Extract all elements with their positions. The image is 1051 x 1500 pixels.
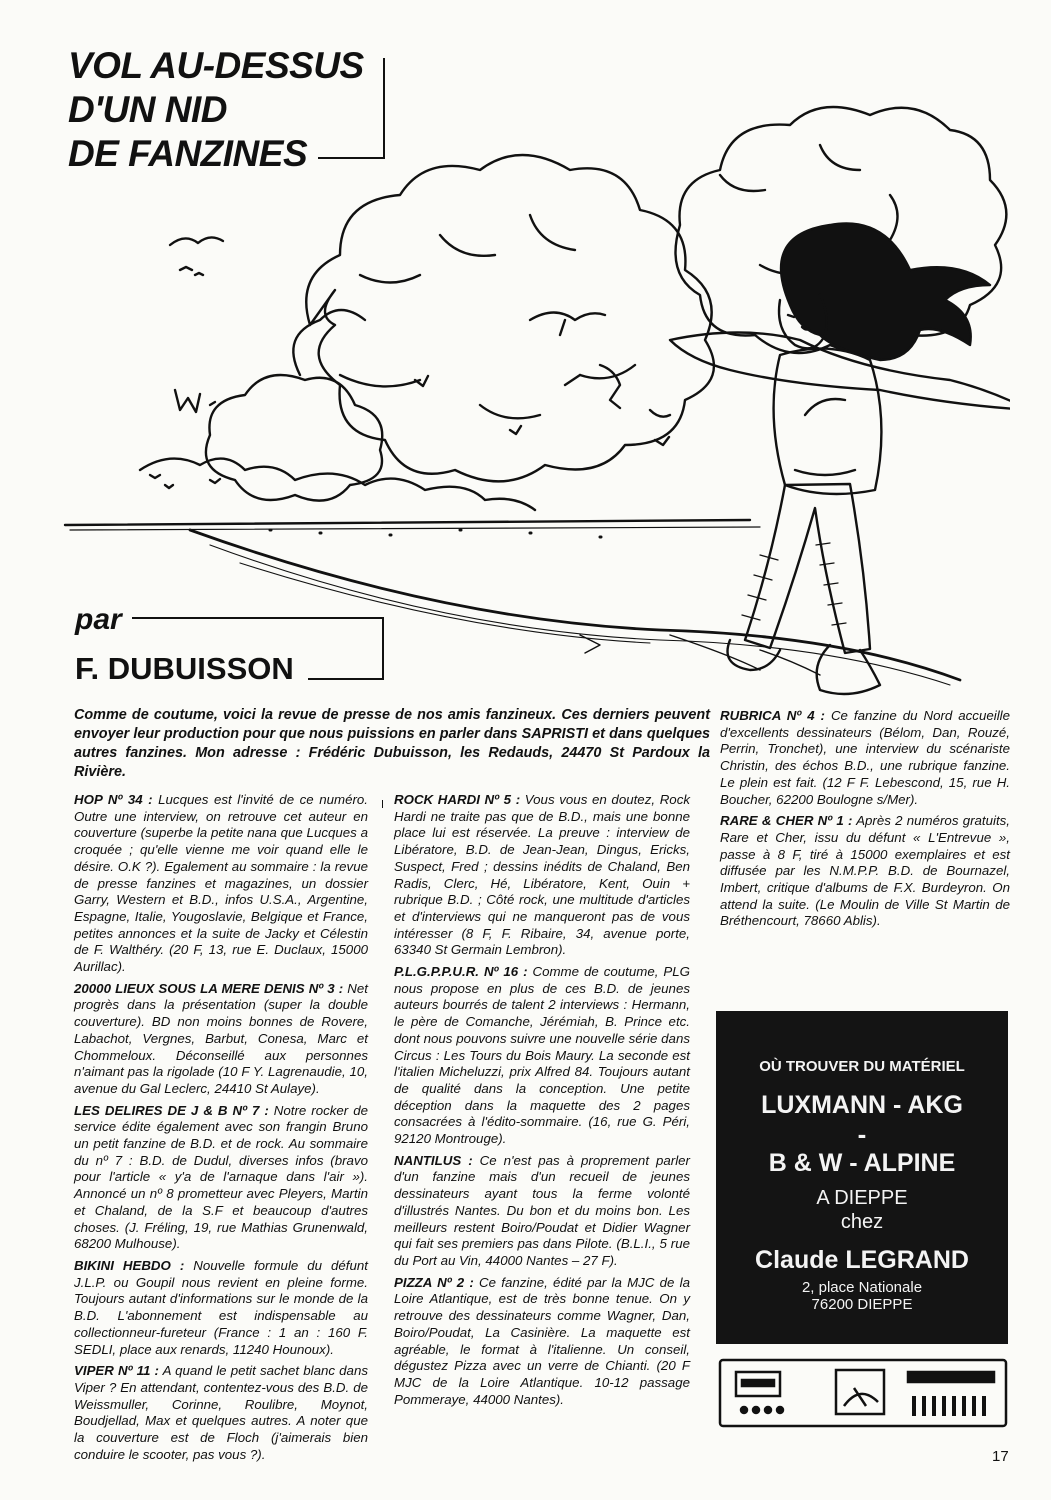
review-body: Lucques est l'invité de ce numéro. Outre une interview, on retrouve cet auteur en couverture (superbe la petite nana que Lucques a croquée ; qu'elle vienne me voir quand elle le désire. O.K ?). Egalement au sommaire : la revue de presse fanzines et magazines, un dossier Garry, Western et B.D., infos U.S.A., Argentine, Espagne, Italie, Yougoslavie, Belgique et France, petites annonces et la suite de Jacky et Célestin de F. Walthéry. (20 F, 13, rue E. Duclaux, 15000 Aurillac). [74, 792, 368, 975]
byline-author: F. DUBUISSON [75, 651, 294, 686]
review-title: ROCK HARDI Nº 5 : [394, 792, 521, 807]
amplifier-icon [718, 1358, 1008, 1428]
horizon-line [65, 520, 750, 525]
ad-brand-2: B & W - ALPINE [768, 1149, 956, 1177]
byline-rule-top [132, 617, 384, 619]
review-title: HOP Nº 34 : [74, 792, 153, 807]
review-body: Nouvelle formule du défunt J.L.P. ou Goupil nous revient en pleine forme. Toujours autant d'informations sur le monde de la B.D. L'abonnement est indispensable au collectionneur-fureteur (France : 1 an : 160 F. SEDLI, place aux renards, 11240 Hounoux). [74, 1257, 368, 1357]
character-legs [745, 484, 870, 653]
review-title: PIZZA Nº 2 : [394, 1274, 474, 1290]
review-title: LES DELIRES DE J & B Nº 7 : [74, 1102, 269, 1118]
character-jacket [774, 349, 882, 494]
title-line-1: VOL AU-DESSUS [68, 45, 364, 86]
ad-postcode: 76200 DIEPPE [811, 1296, 913, 1313]
title-line-3: DE FANZINES [68, 133, 308, 174]
ad-city: A DIEPPE [816, 1187, 908, 1209]
review-body: Vous vous en doutez, Rock Hardi ne traite pas que de B.D., mais une bonne place lui est réservée. La preuve : interview de Libératore, B.D. de Jean-Jean, Dingus, Ericks, Suspect, Fred ; dessins inédits de Chaland, Ben Radis, Clerc, Hé, Libératore, Kent, Ouin + rubrique B.D. ; Côté rock, une multitude d'articles et d'interviews qui ne manqueront pas de vous intéresser (8 F, F. Ribaire, 34, avenue porte, 63340 St Germain Lembron). [394, 792, 690, 958]
cloud-center [306, 155, 714, 481]
review-body: Ce fanzine du Nord accueille d'excellents dessinateurs (Bélom, Dan, Rouzé, Perrin, Tronchet), une interview du scénariste Christin, des échos B.D., une rubrique fanzine. Le plein est fait. (12 F F. Lebescond, 15, rue H. Boucher, 62200 Boulogne s/Mer). [720, 708, 1010, 807]
review-body: Notre rocker de service édite également avec son frangin Bruno un petit fanzine de B.D. et de rock. Au sommaire du nº 7 : B.D. de Dudul, diverses infos (bravo pour l'article « y'a de l'arnaque dans l'air »). Annoncé un nº 8 prometteur avec Pleyers, Martin et Chaland, de la S.F et beaucoup d'autres choses. (J. Fréling, 19, rue Mathias Grunenwald, 68200 Mulhouse). [74, 1102, 368, 1252]
review-body: Comme de coutume, PLG nous propose en plus de ces B.D. de jeunes auteurs bourrés de talent 2 interviews : Hermann, le père de Comanche, Jérémiah, B. Prince etc. dont nous pouvons suivre une nouvelle série dans Circus : Les Tours du Bois Maury. La seconde est l'italien Micheluzzi, prix Alfred 84. Toujours autant de qualité dans la conception. Une petite déception dans la maquette des 2 pages consacrées à l'édito-sommaire. (16, rue G. Péri, 92120 Montrouge). [394, 964, 690, 1147]
review-body: Net progrès dans la présentation (super la double couverture). BD non moins bonnes de Rovere, Labachot, Vergnes, Barbut, Conesa, Marc et Chommeloux. Déconseillé aux personnes n'aimant pas la rigolade (10 F Y. Lagrenaudie, 10, avenue du Gal Leclerc, 24410 St Aulaye). [74, 980, 368, 1096]
ad-chez: chez [840, 1211, 884, 1233]
ad-heading: OÙ TROUVER DU MATÉRIEL [759, 1058, 965, 1075]
review-rubrica [720, 708, 1010, 808]
review-title: P.L.G.P.P.U.R. Nº 16 : [394, 964, 528, 980]
review-title: BIKINI HEBDO : [74, 1257, 185, 1273]
review-title: RUBRICA Nº 4 : [720, 708, 825, 723]
review-hop [74, 792, 368, 976]
seagull [530, 313, 605, 336]
review-nantilus [394, 1153, 690, 1270]
text-column-3 [720, 708, 1010, 935]
character-hair [781, 223, 990, 360]
ad-dealer-name: Claude LEGRAND [755, 1246, 969, 1274]
hifi-dealer-ad [716, 1011, 1008, 1344]
review-plgppur [394, 964, 690, 1148]
review-delires [74, 1103, 368, 1253]
review-title: VIPER Nº 11 : [74, 1363, 159, 1379]
byline-rule-right [382, 617, 384, 679]
cloud-left [206, 375, 382, 501]
shoreline [190, 530, 960, 680]
review-body: A quand le petit sachet blanc dans Viper ? En attendant, contentez-vous des B.D. de Weissmuller, Corinne, Roulibre, Moynot, Boudjellad, Max et quelques autres. A noter que la couverture est de Floch (j'aimerais bien conduire le scooter, pas vous ?). [74, 1363, 369, 1462]
byline-rule-bottom [308, 678, 384, 680]
review-body: Après 2 numéros gratuits, Rare et Cher, issu du défunt « L'Entrevue », passe à 8 F, tiré à 15000 exemplaires et est diffusée par les N.M.P.P. B.D. de Bournazel, Imbert, critique d'albums de F.X. Burdeyron. On attend la suite. (Le Moulin de Ville St Martin de Bréthencourt, 78660 Ablis). [720, 813, 1010, 929]
byline-prefix: par [75, 603, 122, 636]
review-rock-hardi [394, 792, 690, 959]
text-column-1 [74, 792, 368, 1468]
column-rule [382, 800, 383, 808]
review-body: Ce n'est pas à proprement parler d'un fanzine mais d'un recueil de jeunes dessinateurs ayant tous la ferme volonté d'illustrés Nantes. Du bon et du moins bon. Les meilleurs restent Boiro/Poudat et Didier Wagner qui fait ses premiers pas dans Pilote. (B.L.I., 5 rue du Port au Vin, 44000 Nantes – 27 F). [394, 1152, 690, 1268]
review-viper [74, 1363, 368, 1463]
ad-street: 2, place Nationale [801, 1279, 923, 1296]
ad-brand-1: LUXMANN - AKG [761, 1091, 963, 1119]
review-bikini [74, 1258, 368, 1358]
review-title: 20000 LIEUX SOUS LA MERE DENIS Nº 3 : [74, 980, 344, 996]
review-title: NANTILUS : [394, 1152, 473, 1168]
review-title: RARE & CHER Nº 1 : [720, 813, 853, 829]
seagull [170, 237, 223, 245]
review-rare-cher [720, 813, 1010, 930]
review-body: Ce fanzine, édité par la MJC de la Loire Atlantique, est de très bonne tenue. On y retrouve des dessinateurs comme Wagner, Dan, Boiro/Poudat, La Casinière. La maquette est agréable, le format à l'italienne. Un conseil, dégustez Pizza avec un verre de Chianti. (20 F MJC de la Loire Atlantique. 10-12 passage Pommeraye, 44000 Nantes). [394, 1274, 690, 1407]
ad-dash: - [857, 1119, 867, 1149]
text-column-2 [394, 792, 690, 1413]
intro-paragraph: Comme de coutume, voici la revue de presse de nos amis fanzineux. Ces derniers peuvent envoyer leur production pour que nous puissions en parler dans SAPRISTI et dans quelques autres fanzines. Mon adresse : Frédéric Dubuisson, les Redauds, 24470 St Pardoux la Rivière. [74, 707, 710, 780]
title-line-2: D'UN NID [68, 89, 227, 130]
byline [75, 598, 294, 691]
page-number: 17 [992, 1448, 1009, 1465]
review-pizza [394, 1275, 690, 1409]
review-20000-lieux [74, 981, 368, 1098]
